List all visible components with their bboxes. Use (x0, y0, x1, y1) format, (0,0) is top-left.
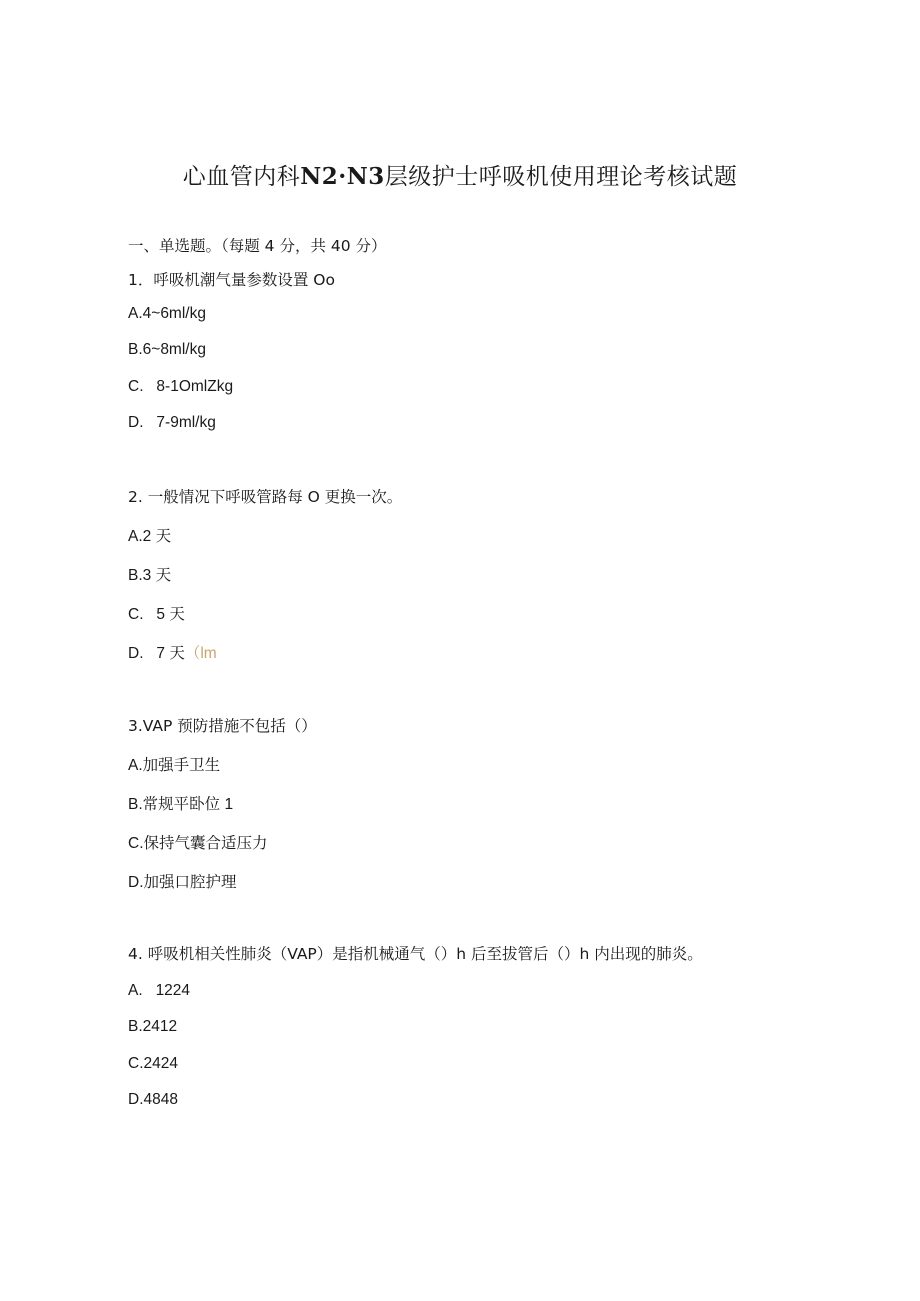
question-2-option-c: C. 5 天 (128, 606, 185, 623)
question-2-option-a: A.2 天 (128, 528, 172, 545)
question-2-option-d (128, 641, 217, 663)
title-levels: N2·N3 (300, 163, 385, 190)
question-2-option-d-mark: （lm (184, 645, 217, 662)
question-4-option-d: D.4848 (128, 1091, 178, 1108)
section-heading: 一、单选题。（每题 4 分，共 40 分） (128, 237, 387, 255)
question-1-stem: 1．呼吸机潮气量参数设置 Oo (128, 271, 335, 289)
question-1-option-c: C. 8-1OmlZkg (128, 378, 234, 395)
question-2-stem: 2. 一般情况下呼吸管路每 O 更换一次。 (128, 488, 403, 506)
question-4-stem: 4. 呼吸机相关性肺炎（VAP）是指机械通气（）h 后至拔管后（）h 内出现的肺炎。 (128, 945, 703, 963)
question-3-option-a: A.加强手卫生 (128, 757, 221, 774)
question-1-option-a: A.4~6ml/kg (128, 305, 206, 322)
question-2-option-d-text: D. 7 天 (128, 645, 185, 662)
question-2-option-b: B.3 天 (128, 567, 172, 584)
question-1-option-d: D. 7-9ml/kg (128, 414, 216, 431)
title-suffix: 层级护士呼吸机使用理论考核试题 (384, 164, 738, 190)
question-3-option-c: C.保持气囊合适压力 (128, 835, 268, 852)
question-3-stem: 3.VAP 预防措施不包括（） (128, 717, 317, 735)
question-4-option-b: B.2412 (128, 1018, 178, 1035)
title-prefix: 心血管内科 (182, 164, 301, 190)
question-3-option-d: D.加强口腔护理 (128, 874, 237, 891)
question-4-option-a: A. 1224 (128, 982, 191, 999)
question-4-option-c: C.2424 (128, 1055, 178, 1072)
page-title (0, 158, 920, 191)
question-3-option-b: B.常规平卧位 1 (128, 796, 234, 813)
question-1-option-b: B.6~8ml/kg (128, 341, 206, 358)
